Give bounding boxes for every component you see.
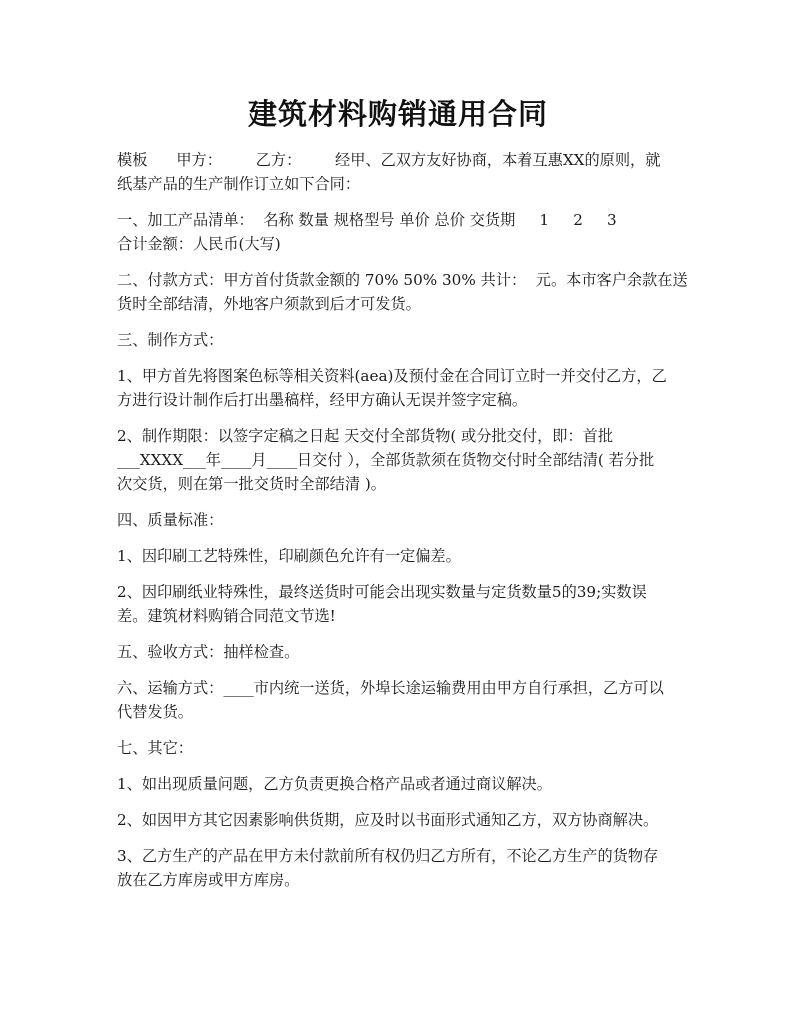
paragraph-line: 2、制作期限：以签字定稿之日起 天交付全部货物( 或分批交付，即：首批 <box>117 427 614 445</box>
paragraph <box>117 268 688 316</box>
paragraph-line: 五、验收方式：抽样检查。 <box>117 643 300 661</box>
document-body <box>117 148 688 904</box>
paragraph-line: 2、如因甲方其它因素影响供货期，应及时以书面形式通知乙方，双方协商解决。 <box>117 811 659 829</box>
paragraph <box>117 808 683 832</box>
paragraph-line: 纸基产品的生产制作订立如下合同： <box>117 175 360 193</box>
paragraph-line: 三、制作方式： <box>117 331 224 349</box>
paragraph-line: 四、质量标准： <box>117 511 224 529</box>
paragraph <box>117 424 683 496</box>
paragraph <box>117 364 683 412</box>
paragraph <box>117 676 683 724</box>
paragraph <box>117 640 683 664</box>
paragraph-line: 一、加工产品清单： 名称 数量 规格型号 单价 总价 交货期 1 2 3 <box>117 211 617 229</box>
paragraph-line: 放在乙方库房或甲方库房。 <box>117 871 300 889</box>
paragraph-line: 模板 甲方： 乙方： 经甲、乙双方友好协商，本着互惠XX的原则，就 <box>117 151 661 169</box>
paragraph <box>117 736 683 760</box>
paragraph-line: 差。建筑材料购销合同范文节选! <box>117 607 336 625</box>
paragraph-line: ___XXXX___年____月____日交付 ），全部货款须在货物交付时全部结清( 若分批 <box>117 451 655 469</box>
paragraph <box>117 580 683 628</box>
paragraph-line: 3、乙方生产的产品在甲方未付款前所有权仍归乙方所有，不论乙方生产的货物存 <box>117 847 659 865</box>
paragraph-line: 六、运输方式：____市内统一送货，外埠长途运输费用由甲方自行承担，乙方可以 <box>117 679 664 697</box>
document-title: 建筑材料购销通用合同 <box>247 97 548 131</box>
paragraph <box>117 148 683 196</box>
paragraph-line: 货时全部结清，外地客户须款到后才可发货。 <box>117 295 421 313</box>
paragraph-line: 1、如出现质量问题，乙方负责更换合格产品或者通过商议解决。 <box>117 775 552 793</box>
paragraph <box>117 208 683 256</box>
paragraph <box>117 328 683 352</box>
paragraph <box>117 544 683 568</box>
paragraph-line: 次交货，则在第一批交货时全部结清 )。 <box>117 475 386 493</box>
paragraph-line: 七、其它： <box>117 739 193 757</box>
paragraph-line: 1、因印刷工艺特殊性，印刷颜色允许有一定偏差。 <box>117 547 461 565</box>
paragraph-line: 1、甲方首先将图案色标等相关资料(aea)及预付金在合同订立时一并交付乙方，乙 <box>117 367 667 385</box>
paragraph <box>117 772 683 796</box>
paragraph-line: 合计金额：人民币(大写) <box>117 235 281 253</box>
paragraph-line: 方进行设计制作后打出墨稿样，经甲方确认无误并签字定稿。 <box>117 391 528 409</box>
paragraph-line: 二、付款方式：甲方首付货款金额的 70% 50% 30% 共计： 元。本市客户余款在送 <box>117 271 688 289</box>
paragraph-line: 代替发货。 <box>117 703 193 721</box>
paragraph <box>117 508 683 532</box>
paragraph-line: 2、因印刷纸业特殊性，最终送货时可能会出现实数量与定货数量5的39;实数误 <box>117 583 647 601</box>
paragraph <box>117 844 683 892</box>
